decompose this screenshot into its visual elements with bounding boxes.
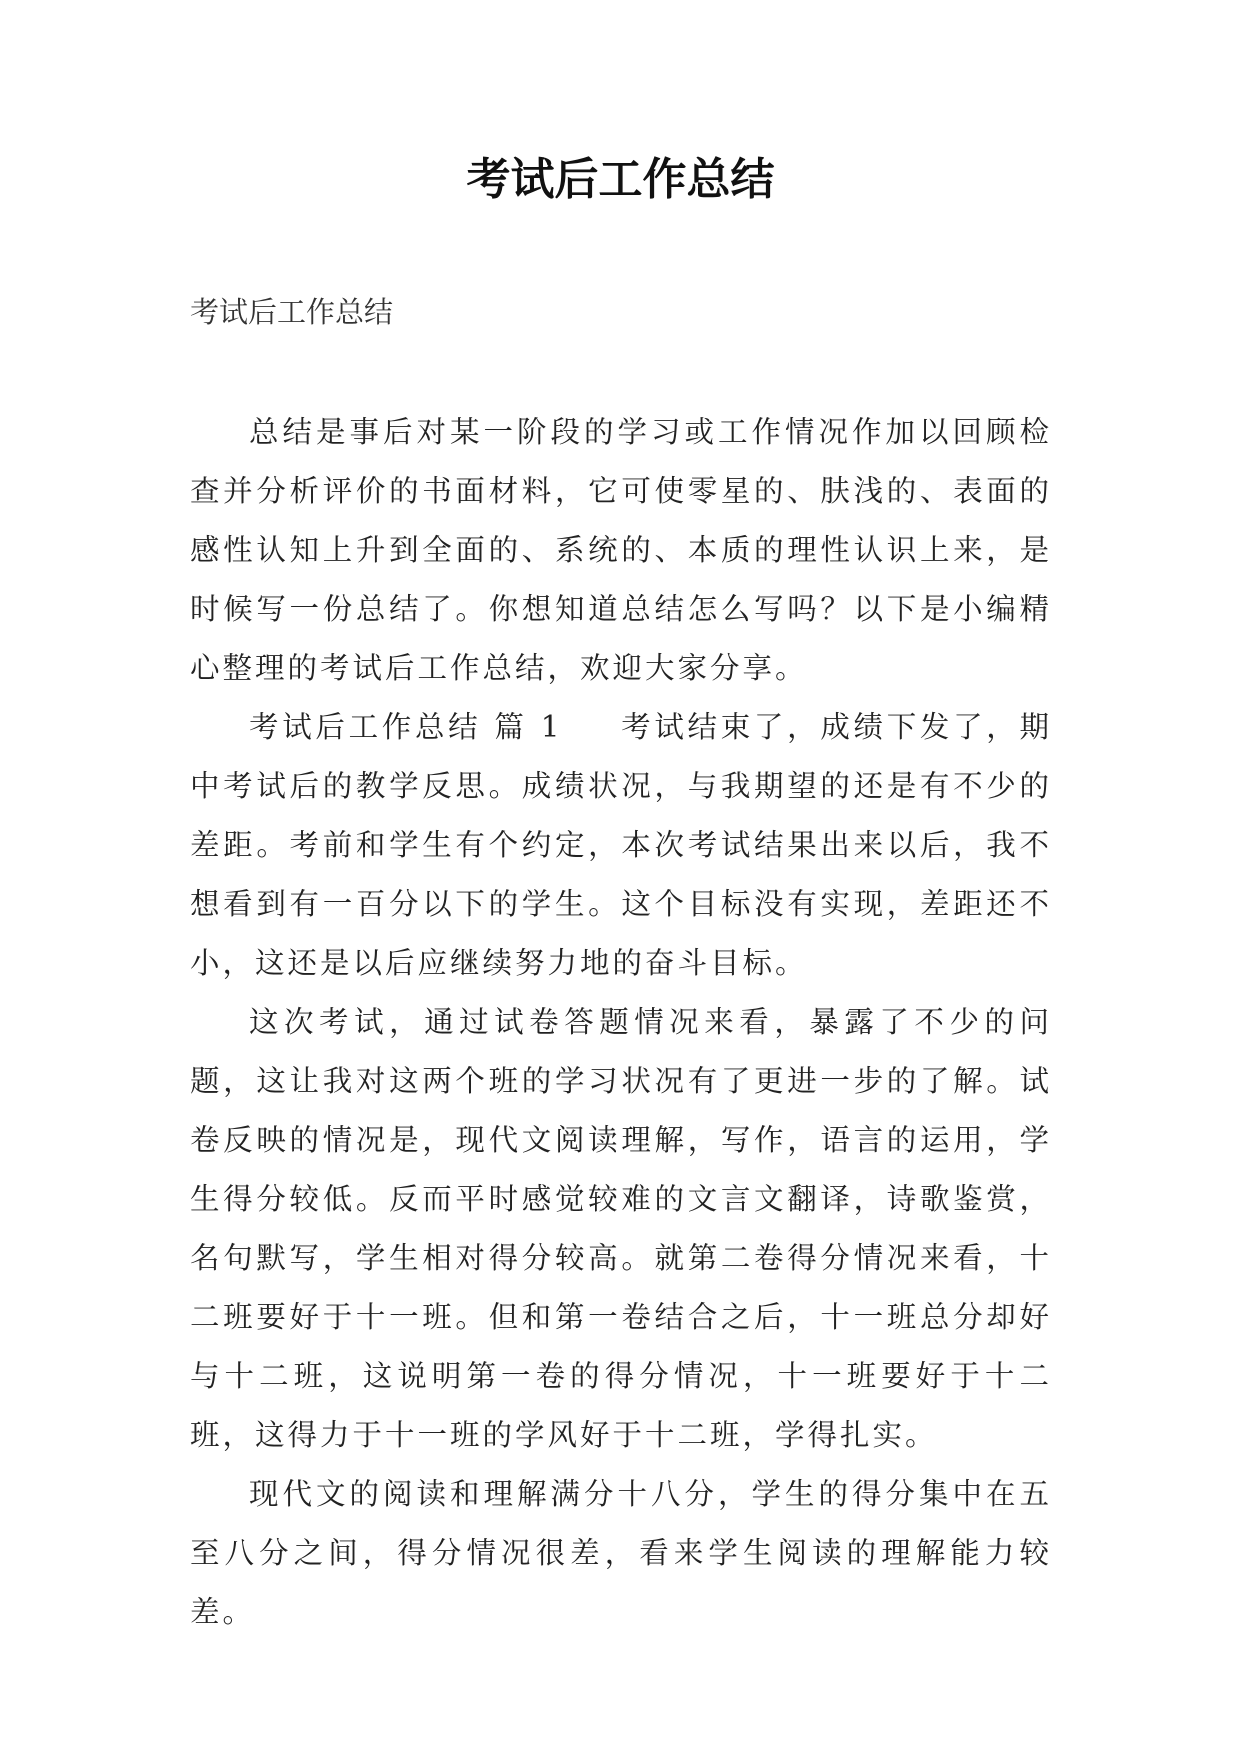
document-body [190, 403, 1052, 1642]
document-title: 考试后工作总结 [466, 154, 775, 205]
paragraph-section-1 [190, 698, 1052, 993]
paragraph-analysis: 这次考试，通过试卷答题情况来看，暴露了不少的问题，这让我对这两个班的学习状况有了更进一步的了解。试卷反映的情况是，现代文阅读理解，写作，语言的运用，学生得分较低。反而平时感觉较难的文言文翻译，诗歌鉴赏，名句默写，学生相对得分较高。就第二卷得分情况来看，十二班要好于十一班。但和第一卷结合之后，十一班总分却好与十二班，这说明第一卷的得分情况，十一班要好于十二班，这得力于十一班的学风好于十二班，学得扎实。 [190, 1005, 1052, 1452]
section-1-text: 考试结束了，成绩下发了，期中考试后的教学反思。成绩状况，与我期望的还是有不少的差距。考前和学生有个约定，本次考试结果出来以后，我不想看到有一百分以下的学生。这个目标没有实现，差距还不小，这还是以后应继续努力地的奋斗目标。 [190, 710, 1052, 980]
paragraph-intro: 总结是事后对某一阶段的学习或工作情况作加以回顾检查并分析评价的书面材料，它可使零星的、肤浅的、表面的感性认知上升到全面的、系统的、本质的理性认识上来，是时候写一份总结了。你想知道总结怎么写吗？以下是小编精心整理的考试后工作总结，欢迎大家分享。 [190, 415, 1052, 685]
section-heading: 考试后工作总结 篇 1 [249, 710, 563, 744]
document-subtitle: 考试后工作总结 [190, 295, 394, 329]
paragraph-reading: 现代文的阅读和理解满分十八分，学生的得分集中在五至八分之间，得分情况很差，看来学生阅读的理解能力较差。 [190, 1477, 1052, 1629]
